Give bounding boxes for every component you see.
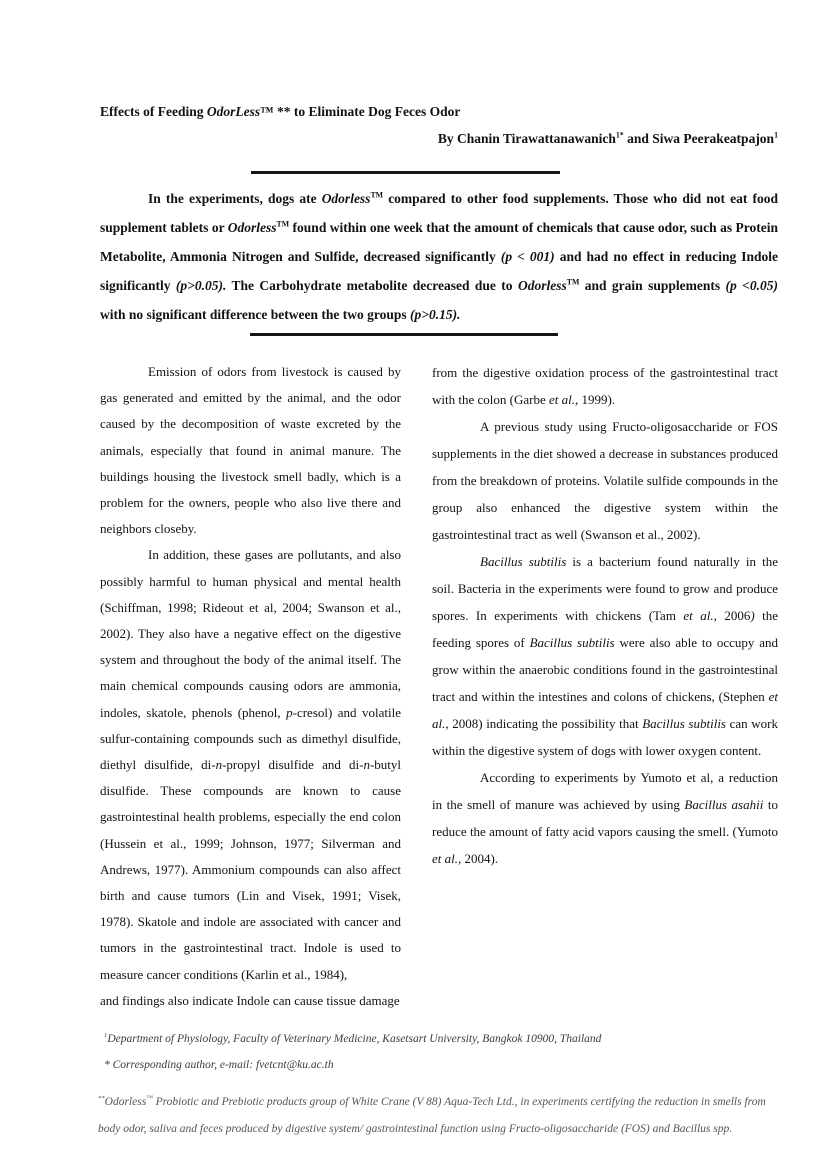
abstract-bottom-divider bbox=[250, 333, 558, 336]
paragraph-in-addition-gases: In addition, these gases are pollutants, and also possibly harmful to human physical and mental health (Schiffman, 1998; Rideout et al, 2004; Swanson et al., 2002). They also have a negative effect on the digestive system and throughout the body of the animal itself. The main chemical compounds causing odors are ammonia, indoles, skatole, phenols (phenol, p-cresol) and volatile sulfur-containing compounds such as dimethyl disulfide, diethyl disulfide, di-n-propyl disulfide and di-n-butyl disulfide. These compounds are known to cause gastrointestinal health problems, especially the end colon (Hussein et al., 1999; Johnson, 1977; Silverman and Andrews, 1977). Ammonium compounds can also affect birth and cause tumors (Lin and Visek, 1991; Visek, 1978). Skatole and indole are associated with cancer and tumors in the gastrointestinal tract. Indole is used to measure cancer conditions (Karlin et al., 1984), bbox=[100, 547, 401, 982]
paragraph-emission-of-odors: Emission of odors from livestock is caused by gas generated and emitted by the animal, and the odor caused by the decomposition of waste excreted by the animals, especially that found in animal manure. The buildings housing the livestock smell badly, which is a problem for the owners, people who also live there and neighbors closeby. bbox=[100, 364, 401, 537]
paragraph-yumoto-experiments: According to experiments by Yumoto et al, a reduction in the smell of manure was achieved by using Bacillus asahii to reduce the amount of fatty acid vapors causing the smell. (Yumoto et al., 2004). bbox=[432, 770, 778, 866]
footnote-product-description: **Odorless™ Probiotic and Prebiotic products group of White Crane (V 88) Aqua-Tech Ltd., in experiments certifying the reduction in smells from body odor, saliva and feces produced by digestive system/ gastrointestinal function using Fructo-oligosaccharide (FOS) and Bacillus spp. bbox=[98, 1095, 766, 1135]
body-column-right bbox=[432, 359, 778, 872]
paper-byline: By Chanin Tirawattanawanich$^{1*}$ and Siwa Peerakeatpajon$^1$ bbox=[437, 130, 778, 146]
paragraph-bacillus-subtilis: Bacillus subtilis is a bacterium found naturally in the soil. Bacteria in the experiments were found to grow and produce spores. In experiments with chickens (Tam et al., 2006) the feeding spores of Bacillus subtilis were also able to occupy and grow within the anaerobic conditions found in the gastrointestinal tract and within the intestines and colons of chickens, (Stephen et al., 2008) indicating the possibility that Bacillus subtilis can work within the digestive system of dogs with lower oxygen content. bbox=[432, 554, 779, 758]
paragraph-digestive-oxidation: from the digestive oxidation process of the gastrointestinal tract with the colon (Garbe et al., 1999). bbox=[432, 365, 778, 407]
abstract-top-divider bbox=[251, 171, 560, 174]
paper-title: Effects of Feeding OdorLess™ ** to Eliminate Dog Feces Odor bbox=[100, 104, 461, 119]
footnote-affiliation: $^1$Department of Physiology, Faculty of Veterinary Medicine, Kasetsart University, Bangkok 10900, Thailand bbox=[104, 1032, 602, 1045]
paragraph-findings-indole: and findings also indicate Indole can cause tissue damage bbox=[100, 992, 400, 1008]
body-column-left bbox=[100, 359, 401, 1014]
footnote-corresponding-author: * Corresponding author, e-mail: fvetcnt@ku.ac.th bbox=[104, 1059, 334, 1071]
paragraph-fos-study: A previous study using Fructo-oligosaccharide or FOS supplements in the diet showed a decrease in substances produced from the breakdown of proteins. Volatile sulfide compounds in the group also enhanced the digestive system within the gastrointestinal tract as well (Swanson et al., 2002). bbox=[432, 419, 778, 542]
footnotes bbox=[104, 1026, 744, 1078]
abstract-text: In the experiments, dogs ate Odorless™ compared to other food supplements. Those who did not eat food supplement tablets or Odorless™ found within one week that the amount of chemicals that cause odor, such as Protein Metabolite, Ammonia Nitrogen and Sulfide, decreased significantly (p < 001) and had no effect in reducing Indole significantly (p>0.05). The Carbohydrate metabolite decreased due to Odorless™ and grain supplements (p <0.05) with no significant difference between the two groups (p>0.15). bbox=[100, 190, 779, 322]
